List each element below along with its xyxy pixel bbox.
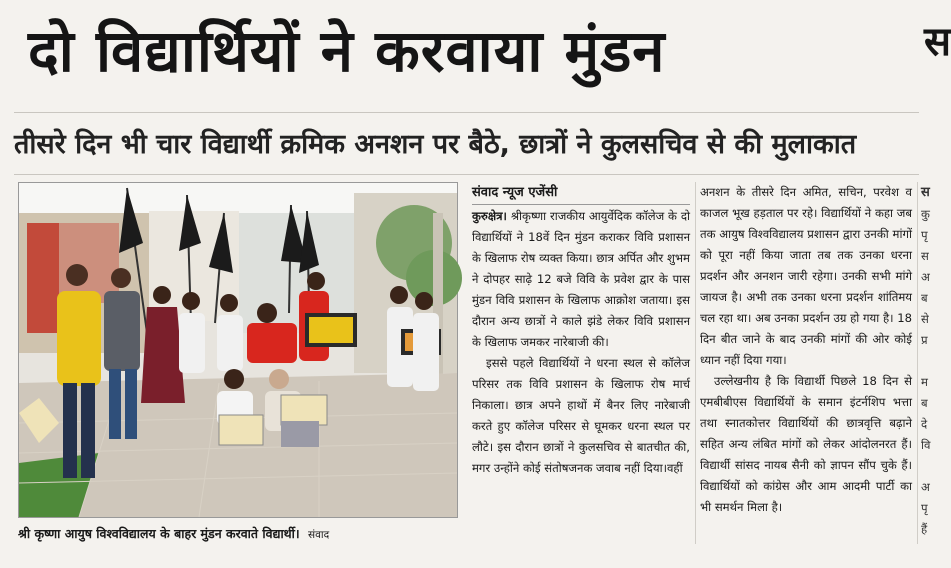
paragraph-1	[472, 206, 690, 353]
photo-caption-text: श्री कृष्णा आयुष विश्वविद्यालय के बाहर मुंडन करवाते विद्यार्थी।	[18, 526, 300, 541]
column-divider-right	[917, 182, 918, 544]
column-divider	[695, 182, 696, 544]
article-column-2	[700, 182, 912, 546]
adjacent-text-fragment: कु पृ स अ ब से प्र म ब दे वि अ पृ हैं	[921, 207, 931, 536]
adjacent-headline-fragment: स	[924, 19, 951, 65]
adjacent-byline-fragment: स	[921, 185, 930, 200]
protest-photo-illustration	[19, 183, 457, 517]
byline: संवाद न्यूज एजेंसी	[472, 182, 690, 205]
paragraph-3: अनशन के तीसरे दिन अमित, सचिन, परवेश व काजल भूख हड़ताल पर रहे। विद्यार्थियों ने कहा जब तक आयुष विश्वविद्यालय प्रशासन द्वारा उनकी मांगों को पूरा नहीं किया जाता तब तक उनका धरना प्रदर्शन और अनशन जारी रहेगा। उनकी सभी मांगे जायज है। अभी तक उनका धरना प्रदर्शन शांतिमय चल रहा था। अब उनका प्रदर्शन उग्र हो गया है। 18 दिन बीत जाने के बाद उनकी मांगों की ओर कोई ध्यान नहीं दिया गया।	[700, 185, 912, 367]
headline-divider	[14, 112, 919, 113]
subheadline-divider	[14, 174, 919, 175]
paragraph-1-text: श्रीकृष्णा राजकीय आयुर्वेदिक कॉलेज के दो विद्यार्थियों ने 18वें दिन मुंडन कराकर विवि प्रशासन के खिलाफ रोष व्यक्त किया। छात्र अर्पित और शुभम ने दोपहर साढ़े 12 बजे विवि के प्रवेश द्वार के पास मुंडन विवि प्रशासन के खिलाफ आक्रोश जताया। इस दौरान अन्य छात्रों ने काले झंडे लेकर विवि प्रशासन के खिलाफ जमकर नारेबाजी की।	[472, 209, 691, 349]
photo-caption	[18, 521, 456, 547]
paragraph-2: इससे पहले विद्यार्थियों ने धरना स्थल से कॉलेज परिसर तक विवि प्रशासन के खिलाफ रोष मार्च निकाला। छात्र अपने हाथों में बैनर लिए नारेबाजी करते हुए कॉलेज परिसर से घूमकर धरना स्थल पर लौटे। इस दौरान छात्रों ने कुलसचिव से बातचीत की, मगर उन्होंने कोई संतोषजनक जवाब नहीं दिया।वहीं	[472, 356, 690, 475]
paragraph-4: उल्लेखनीय है कि विद्यार्थी पिछले 18 दिन से एमबीबीएस विद्यार्थियों के समान इंटर्नशिप भत्ता तथा स्नातकोत्तर विद्यार्थियों की छात्रवृत्ति बढ़ाने सहित अन्य लंबित मांगों को लेकर आंदोलनरत हैं। विद्यार्थी सांसद नायब सैनी को ज्ञापन सौंप चुके हैं। विद्यार्थियों को कांग्रेस और आम आदमी पार्टी का भी समर्थन मिला है।	[700, 374, 912, 514]
article-column-1	[472, 206, 690, 546]
adjacent-article-fragment	[921, 182, 935, 544]
photo-credit: संवाद	[308, 529, 330, 541]
headline: दो विद्यार्थियों ने करवाया मुंडन	[28, 17, 666, 85]
subheadline: तीसरे दिन भी चार विद्यार्थी क्रमिक अनशन पर बैठे, छात्रों ने कुलसचिव से की मुलाकात	[14, 129, 857, 160]
news-photo	[18, 182, 458, 518]
dateline: कुरुक्षेत्र।	[472, 209, 507, 223]
